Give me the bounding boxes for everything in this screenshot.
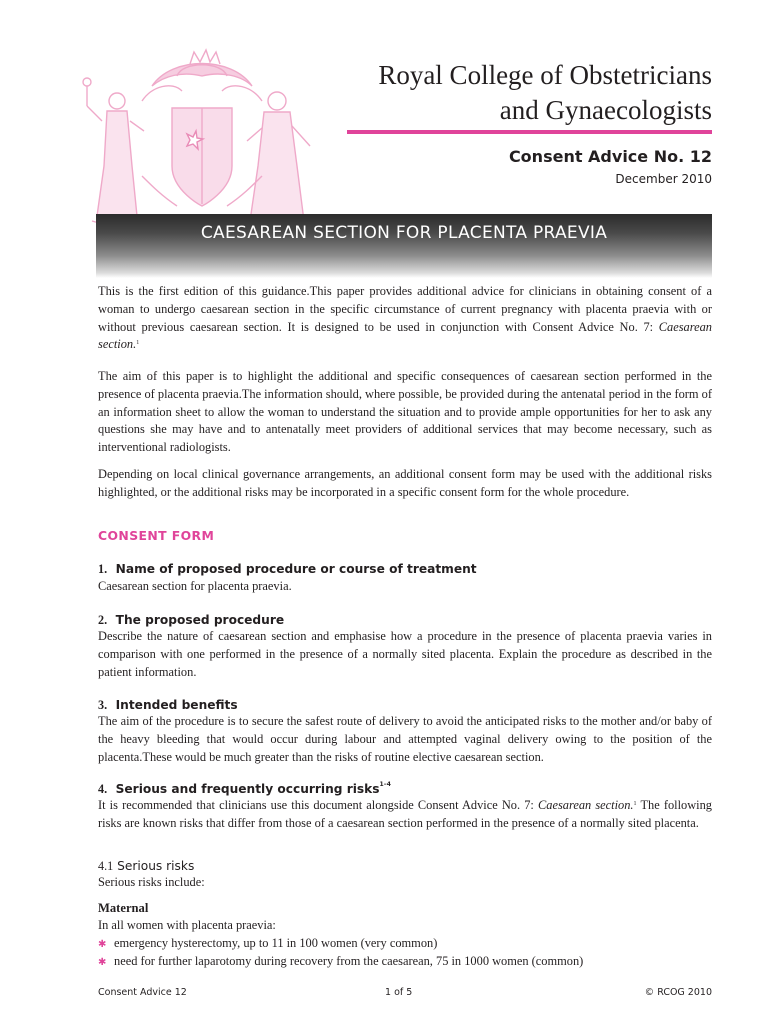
maternal-risk-item	[98, 935, 437, 953]
section-1-heading	[98, 562, 477, 577]
section-4-number: 4.	[98, 782, 108, 796]
maternal-heading: Maternal	[98, 901, 149, 915]
section-2-body: Describe the nature of caesarean section and emphasise how a procedure in the presence of placenta praevia varies in comparison with one performed in the presence of a normally sited placenta. Explain the procedure as described in the patient information.	[98, 629, 712, 679]
title-banner	[96, 214, 712, 278]
intro-paragraph-1	[98, 283, 712, 354]
section-1-title: Name of proposed procedure or course of treatment	[115, 562, 477, 576]
intro-p1-citation: 1	[136, 340, 140, 347]
maternal-risk-text: need for further laparotomy during recovery from the caesarean, 75 in 1000 women (common)	[114, 954, 584, 968]
section-3-title: Intended benefits	[115, 698, 238, 712]
section-3-body: The aim of the procedure is to secure the safest route of delivery to avoid the anticipated risks to the mother and/or baby of the heavy bleeding that would occur during labour and attempted vaginal delivery owing to the position of the placenta.These would be much greater than the risks of routine elective caesarean section.	[98, 714, 712, 764]
section-4-heading	[98, 782, 391, 797]
advice-number: Consent Advice No. 12	[508, 147, 712, 166]
section-4-reference-title: Caesarean section.	[537, 798, 634, 812]
organization-name-line2: and Gynaecologists	[499, 95, 712, 125]
header-divider	[347, 130, 712, 134]
section-2-title: The proposed procedure	[115, 613, 285, 627]
maternal-intro: In all women with placenta praevia:	[98, 918, 276, 932]
section-4-1-heading	[98, 859, 194, 874]
section-4-1-number: 4.1	[98, 859, 114, 873]
section-2-heading	[98, 613, 284, 628]
consent-form-heading: CONSENT FORM	[98, 528, 215, 543]
intro-paragraph-3: Depending on local clinical governance arrangements, an additional consent form may be used with the additional risks highlighted, or the additional risks may be incorporated in a specific consent form for the whole procedure.	[98, 467, 712, 499]
section-4-body	[98, 797, 712, 833]
section-4-body-citation: 1	[633, 801, 637, 807]
section-1-number: 1.	[98, 562, 108, 576]
section-4-citation: 1–4	[379, 781, 391, 788]
section-3-heading	[98, 698, 238, 713]
maternal-risk-text: emergency hysterectomy, up to 11 in 100 women (very common)	[114, 936, 438, 950]
section-4-body-pre: It is recommended that clinicians use this document alongside Consent Advice No. 7:	[98, 798, 534, 812]
section-4-1-body: Serious risks include:	[98, 875, 205, 889]
organization-name	[378, 58, 712, 128]
section-2-number: 2.	[98, 613, 108, 627]
footer-copyright: © RCOG 2010	[644, 987, 712, 998]
organization-name-line1: Royal College of Obstetricians	[378, 60, 712, 90]
section-4-body-post: The following risks are known risks that differ from those of a caesarean section performed in the presence of a normally sited placenta.	[98, 798, 713, 830]
maternal-risk-item	[98, 953, 583, 971]
intro-paragraph-2: The aim of this paper is to highlight the additional and specific consequences of caesarean section performed in the presence of placenta praevia.The information should, where possible, be provided during the antenatal period in the form of an information sheet to allow the woman to understand the situation and to provide ample opportunities for her to ask any questions she may have and to antenatally meet providers of additional services that may become necessary, such as interventional radiologists.	[98, 369, 712, 455]
footer-document-name: Consent Advice 12	[98, 987, 187, 998]
pink-star-bullet-icon: ✱	[98, 957, 107, 968]
pink-star-bullet-icon: ✱	[98, 939, 107, 950]
section-1-body: Caesarean section for placenta praevia.	[98, 579, 292, 593]
section-4-1-title: Serious risks	[117, 859, 195, 873]
footer-page-number: 1 of 5	[385, 987, 413, 998]
intro-p1-text: This is the first edition of this guidance.This paper provides additional advice for clinicians in obtaining consent of a woman to undergo caesarean section in the specific circumstance of current pregnancy with placenta praevia with or without previous caesarean section. It is designed to be used in conjunction with Consent Advice No. 7:	[98, 284, 712, 334]
section-3-number: 3.	[98, 698, 108, 712]
advice-date: December 2010	[615, 172, 712, 186]
intro-p1-reference-title: Caesarean section.	[98, 319, 712, 352]
section-4-title: Serious and frequently occurring risks	[115, 782, 380, 796]
document-title: CAESAREAN SECTION FOR PLACENTA PRAEVIA	[200, 223, 608, 243]
